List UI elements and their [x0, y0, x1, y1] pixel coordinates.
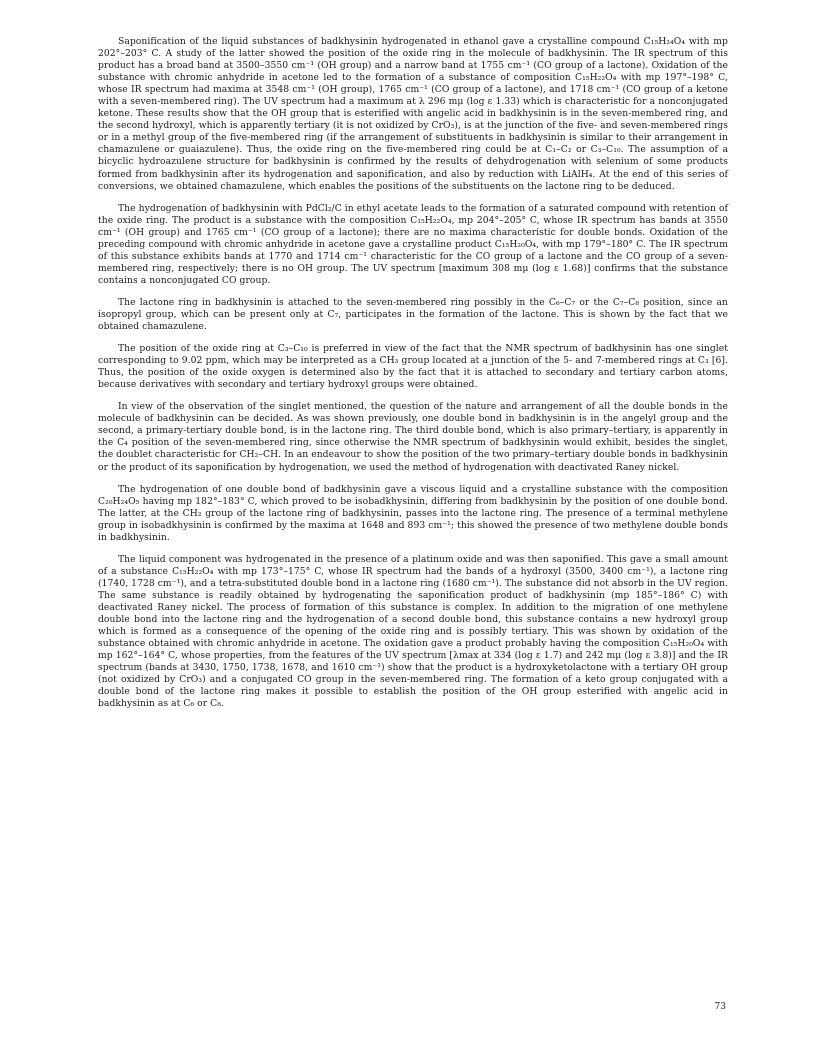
page-number: 73: [714, 1002, 726, 1012]
paragraph-oxide-ring-position: The position of the oxide ring at C₃–C₁₀ is preferred in view of the fact that the NMR spectrum of badkhysinin has one singlet corresponding to 9.02 ppm, which may be interpreted as a CH₃ group located at a junction of the 5- and 7-membered rings at C₃ [6]. Thus, the position of the oxide oxygen is determined also by the fact that it is attached to secondary and tertiary carbon atoms, because derivatives with secondary and tertiary hydroxyl groups were obtained.: [98, 343, 728, 391]
paragraph-liquid-component: The liquid component was hydrogenated in the presence of a platinum oxide and was then saponified. This gave a small amount of a substance C₁₅H₂₂O₄ with mp 173°–175° C, whose IR spectrum had the bands of a hydroxyl (3500, 3400 cm⁻¹), a lactone ring (1740, 1728 cm⁻¹), and a tetra-substituted double bond in a lactone ring (1680 cm⁻¹). The substance did not absorb in the UV region. The same substance is readily obtained by hydrogenating the saponification product of badkhysinin (mp 185°–186° C) with deactivated Raney nickel. The process of formation of this substance is complex. In addition to the migration of one methylene double bond into the lactone ring and the hydrogenation of a second double bond, this substance contains a new hydroxyl group which is formed as a consequence of the opening of the oxide ring and is possibly tertiary. This was shown by oxidation of the substance obtained with chromic anhydride in acetone. The oxidation gave a product probably having the composition C₁₅H₂₀O₄ with mp 162°–164° C, whose properties, from the features of the UV spectrum [λmax at 334 (log ε 1.7) and 242 mμ (log ε 3.8)] and the IR spectrum (bands at 3430, 1750, 1738, 1678, and 1610 cm⁻¹) show that the product is a hydroxyketolactone with a tertiary OH group (not oxidized by CrO₃) and a conjugated CO group in the seven-membered ring. The formation of a keto group conjugated with a double bond of the lactone ring makes it possible to establish the position of the OH group esterified with angelic acid in badkhysinin as at C₆ or C₈.: [98, 553, 728, 710]
paragraph-double-bonds: In view of the observation of the singlet mentioned, the question of the nature and arrangement of all the double bonds in the molecule of badkhysinin can be decided. As was shown previously, one double bond in badkhysinin is in the angelyl group and the second, a primary-tertiary double bond, is in the lactone ring. The third double bond, which is also primary–tertiary, is apparently in the C₄ position of the seven-membered ring, since otherwise the NMR spectrum of badkhysinin would exhibit, besides the singlet, the doublet characteristic for CH₂–CH. In an endeavour to show the position of the two primary–tertiary double bonds in badkhysinin or the product of its saponification by hydrogenation, we used the method of hydrogenation with deactivated Raney nickel.: [98, 401, 728, 473]
paragraph-lactone-ring: The lactone ring in badkhysinin is attached to the seven-membered ring possibly in the C₆–C₇ or the C₇–C₈ position, since an isopropyl group, which can be present only at C₇, participates in the formation of the lactone. This is shown by the fact that we obtained chamazulene.: [98, 296, 728, 333]
paragraph-isobadkhysinin: The hydrogenation of one double bond of badkhysinin gave a viscous liquid and a crystalline substance with the composition C₂₀H₂₄O₅ having mp 182°–183° C, which proved to be isobadkhysinin, differing from badkhysinin by the position of one double bond. The latter, at the CH₂ group of the lactone ring of badkhysinin, passes into the lactone ring. The presence of a terminal methylene group in isobadkhysinin is confirmed by the maxima at 1648 and 893 cm⁻¹; this showed the presence of two methylene double bonds in badkhysinin.: [98, 483, 728, 543]
paragraph-saponification: Saponification of the liquid substances of badkhysinin hydrogenated in ethanol gave a crystalline compound C₁₅H₂₄O₄ with mp 202°–203° C. A study of the latter showed the position of the oxide ring in the molecule of badkhysinin. The IR spectrum of this product has a broad band at 3500–3550 cm⁻¹ (OH group) and a narrow band at 1755 cm⁻¹ (CO group of a lactone). Oxidation of the substance with chromic anhydride in acetone led to the formation of a substance of composition C₁₅H₂₂O₄ with mp 197°–198° C, whose IR spectrum had maxima at 3548 cm⁻¹ (OH group), 1765 cm⁻¹ (CO group of a lactone), and 1718 cm⁻¹ (CO group of a ketone with a seven-membered ring). The UV spectrum had a maximum at λ 296 mμ (log ε 1.33) which is characteristic for a nonconjugated ketone. These results show that the OH group that is esterified with angelic acid in badkhysinin is in the seven-membered ring, and the second hydroxyl, which is apparently tertiary (it is not oxidized by CrO₃), is at the junction of the five- and seven-membered rings or in a methyl group of the five-membered ring (if the arrangement of substituents in badkhysinin is similar to their arrangement in chamazulene or guaiazulene). Thus, the oxide ring on the five-membered ring could be at C₁–C₂ or C₃–C₁₀. The assumption of a bicyclic hydroazulene structure for badkhysinin is confirmed by the results of dehydrogenation with selenium of some products formed from badkhysinin after its hydrogenation and saponification, and also by reduction with LiAlH₄. At the end of this series of conversions, we obtained chamazulene, which enables the positions of the substituents on the lactone ring to be deduced.: [98, 36, 728, 192]
paragraph-hydrogenation-pdcl2: The hydrogenation of badkhysinin with PdCl₂/C in ethyl acetate leads to the formation of a saturated compound with retention of the oxide ring. The product is a substance with the composition C₁₅H₂₂O₄, mp 204°–205° C, whose IR spectrum has bands at 3550 cm⁻¹ (OH group) and 1765 cm⁻¹ (CO group of a lactone); there are no maxima characteristic for double bonds. Oxidation of the preceding compound with chromic anhydride in acetone gave a crystalline product C₁₅H₂₀O₄, with mp 179°–180° C. The IR spectrum of this substance exhibits bands at 1770 and 1714 cm⁻¹ characteristic for the CO group of a lactone and the CO group of a seven-membered ring, respectively; there is no OH group. The UV spectrum [maximum 308 mμ (log ε 1.68)] confirms that the substance contains a nonconjugated CO group.: [98, 202, 728, 286]
